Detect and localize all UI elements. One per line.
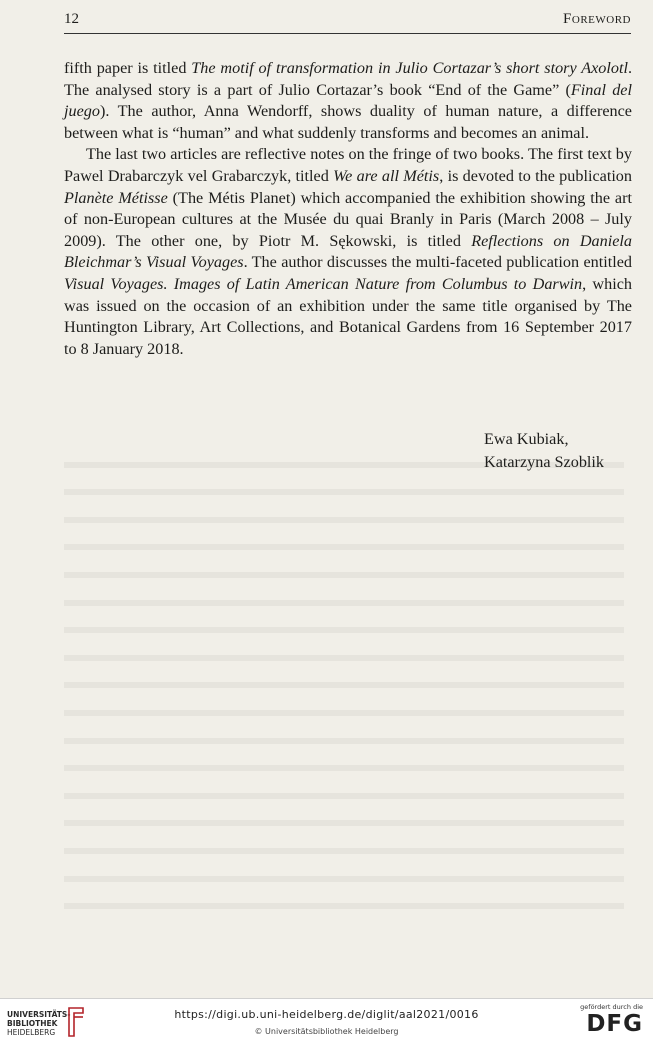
- italic-title: We are all Métis: [333, 166, 440, 185]
- body-text: [64, 58, 632, 360]
- text-run: , is devoted to the publication: [439, 166, 632, 185]
- italic-title: Visual Voyages. Images of Latin American Nature from Columbus to Darwin: [64, 274, 583, 293]
- text-run: , which was issued on the occasion of an exhibition under the same title organised by The Huntington Library, Art Collections, and Botanical Gardens from 16 September 2017 to 8 January 2018.: [64, 274, 632, 358]
- dfg-logo: DFG: [586, 1011, 643, 1037]
- page-number: 12: [64, 11, 79, 27]
- viewer-footer: [0, 998, 653, 1046]
- funder-caption: gefördert durch die: [580, 1003, 643, 1011]
- italic-title: The motif of transformation in Julio Cortazar’s short story Axolotl: [191, 59, 628, 77]
- paragraph-2: [64, 144, 632, 360]
- text-run: ). The author, Anna Wendorff, shows duality of human nature, a difference between what is “human” and what suddenly transforms and becomes an animal.: [64, 102, 632, 142]
- paragraph-1: [64, 58, 632, 144]
- copyright-notice: © Universitätsbibliothek Heidelberg: [254, 1027, 399, 1036]
- show-through-text: [64, 440, 624, 920]
- signature-line-2: Katarzyna Szoblik: [484, 452, 605, 471]
- italic-title: Final del juego: [64, 80, 632, 121]
- section-title: Foreword: [563, 11, 631, 27]
- signature-line-1: Ewa Kubiak,: [484, 430, 569, 448]
- italic-title: Reflections on Daniela Bleichmar’s Visual Voyages: [64, 231, 632, 272]
- text-run: . The author discusses the multi-faceted publication entitled: [243, 253, 633, 272]
- running-head: [64, 11, 631, 34]
- italic-title: Planète Métisse: [64, 188, 168, 207]
- library-name: UNIVERSITÄTS- BIBLIOTHEK HEIDELBERG: [7, 1010, 71, 1037]
- text-run: The last two articles are reflective notes on the fringe of two books. The first text by Pawel Drabarczyk vel Grabarczyk, titled: [64, 145, 632, 185]
- text-run: fifth paper is titled: [64, 59, 192, 77]
- text-run: . The analysed story is a part of Julio Cortazar’s book “End of the Game” (: [64, 59, 632, 99]
- permalink-url[interactable]: https://digi.ub.uni-heidelberg.de/diglit/aal2021/0016: [174, 1008, 479, 1021]
- text-run: (The Métis Planet) which accompanied the exhibition showing the art of non-European cultures at the Musée du quai Branly in Paris (March 2008 – July 2009). The other one, by Piotr M. Sękowski, is titled: [64, 188, 633, 250]
